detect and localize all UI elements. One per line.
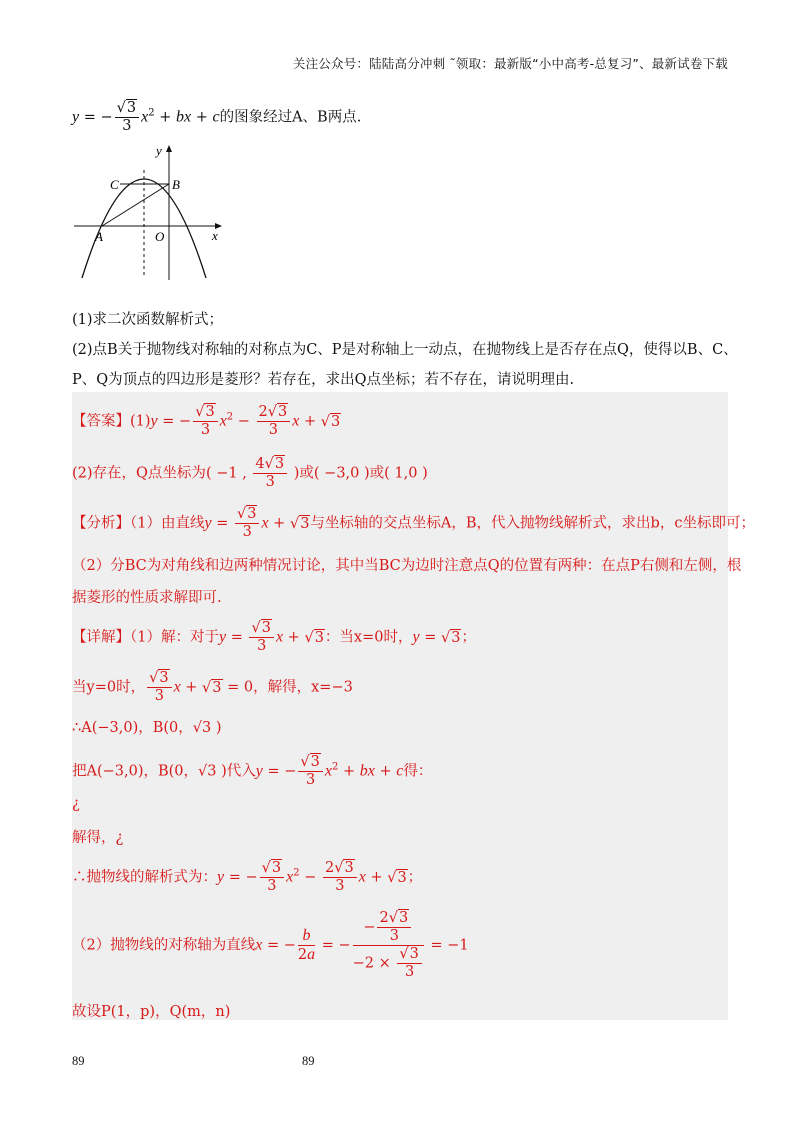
analysis-line-1: 【分析】（1）由直线y = $\frac{√3}{3}$ x + √3与坐标轴的交点坐标A，B，代入抛物线解析式，求出b，c坐标即可； xyxy=(72,506,755,540)
analysis-label: 【分析】 xyxy=(72,515,130,532)
detail-line-7: ∴抛物线的解析式为：y = − $\frac{√3}{3}$ $x^2$ − $\frac{2√3}{3}$ x + √3； xyxy=(72,860,423,894)
label-o: O xyxy=(155,229,165,244)
footer-page-right: 89 xyxy=(302,1054,315,1068)
label-a: A xyxy=(95,229,103,244)
detail-line-2: 当y=0时， $\frac{√3}{3}$ x + √3 = 0，解得，x=−3 xyxy=(72,670,353,704)
question-2-line-1: (2)点B关于抛物线对称轴的对称点为C、P是对称轴上一动点，在抛物线上是否存在点Q，使得以B、C、 xyxy=(72,342,738,358)
detail-line-5: ¿ xyxy=(72,796,80,812)
detail-label: 【详解】 xyxy=(72,629,130,646)
question-2-line-2: P、Q为顶点的四边形是菱形？若存在，求出Q点坐标；若不存在，请说明理由. xyxy=(72,372,575,388)
parabola-figure xyxy=(72,140,232,285)
intro-suffix: 的图象经过A、B两点. xyxy=(219,109,362,126)
detail-line-3: ∴A(−3,0)，B(0，√3 ) xyxy=(72,720,222,736)
label-c: C xyxy=(110,177,119,192)
detail-line-6: 解得，¿ xyxy=(72,830,124,846)
answer-line-2: (2)存在，Q点坐标为( −1 , $\frac{4√3}{3}$ )或( −3,0 )或( 1,0 ) xyxy=(72,456,428,490)
label-y: y xyxy=(156,143,162,158)
answer-line-1: 【答案】(1)y = − $\frac{√3}{3}$ $x^2$ − $\frac{2√3}{3}$ x + √3 xyxy=(72,404,341,438)
detail-line-9: 故设P(1，p)，Q(m，n) xyxy=(72,1004,231,1020)
footer-page-left: 89 xyxy=(72,1054,85,1068)
y-axis-arrow xyxy=(166,145,172,152)
analysis-line-2: （2）分BC为对角线和边两种情况讨论，其中当BC为边时注意点Q的位置有两种：在点P右侧和左侧，根 xyxy=(72,558,742,574)
analysis-line-3: 据菱形的性质求解即可. xyxy=(72,590,222,606)
detail-line-1: 【详解】（1）解：对于y = $\frac{√3}{3}$ x + √3：当x=0时，y = √3； xyxy=(72,620,476,654)
question-1: (1)求二次函数解析式； xyxy=(72,312,224,328)
detail-line-4: 把A(−3,0)，B(0，√3 )代入y = − $\frac{√3}{3}$ $x^2$ + bx + c得： xyxy=(72,754,433,788)
answer-label: 【答案】 xyxy=(72,413,130,430)
label-x: x xyxy=(212,228,218,243)
detail-line-8: （2）抛物线的对称轴为直线x = − $\frac{b}{2a}$ = − − $\frac{2√3}{3}$ −2 × $\frac{√3}{3}$ = −1 xyxy=(72,910,469,980)
page-header: 关注公众号：陆陆高分冲刺 ˜领取：最新版“小中高考-总复习”、最新试卷下载 xyxy=(292,56,728,71)
intro-line: y = − $\frac{√3}{3}$ $x^2$ + bx + c的图象经过A、B两点. xyxy=(72,100,362,134)
label-b: B xyxy=(172,177,180,192)
